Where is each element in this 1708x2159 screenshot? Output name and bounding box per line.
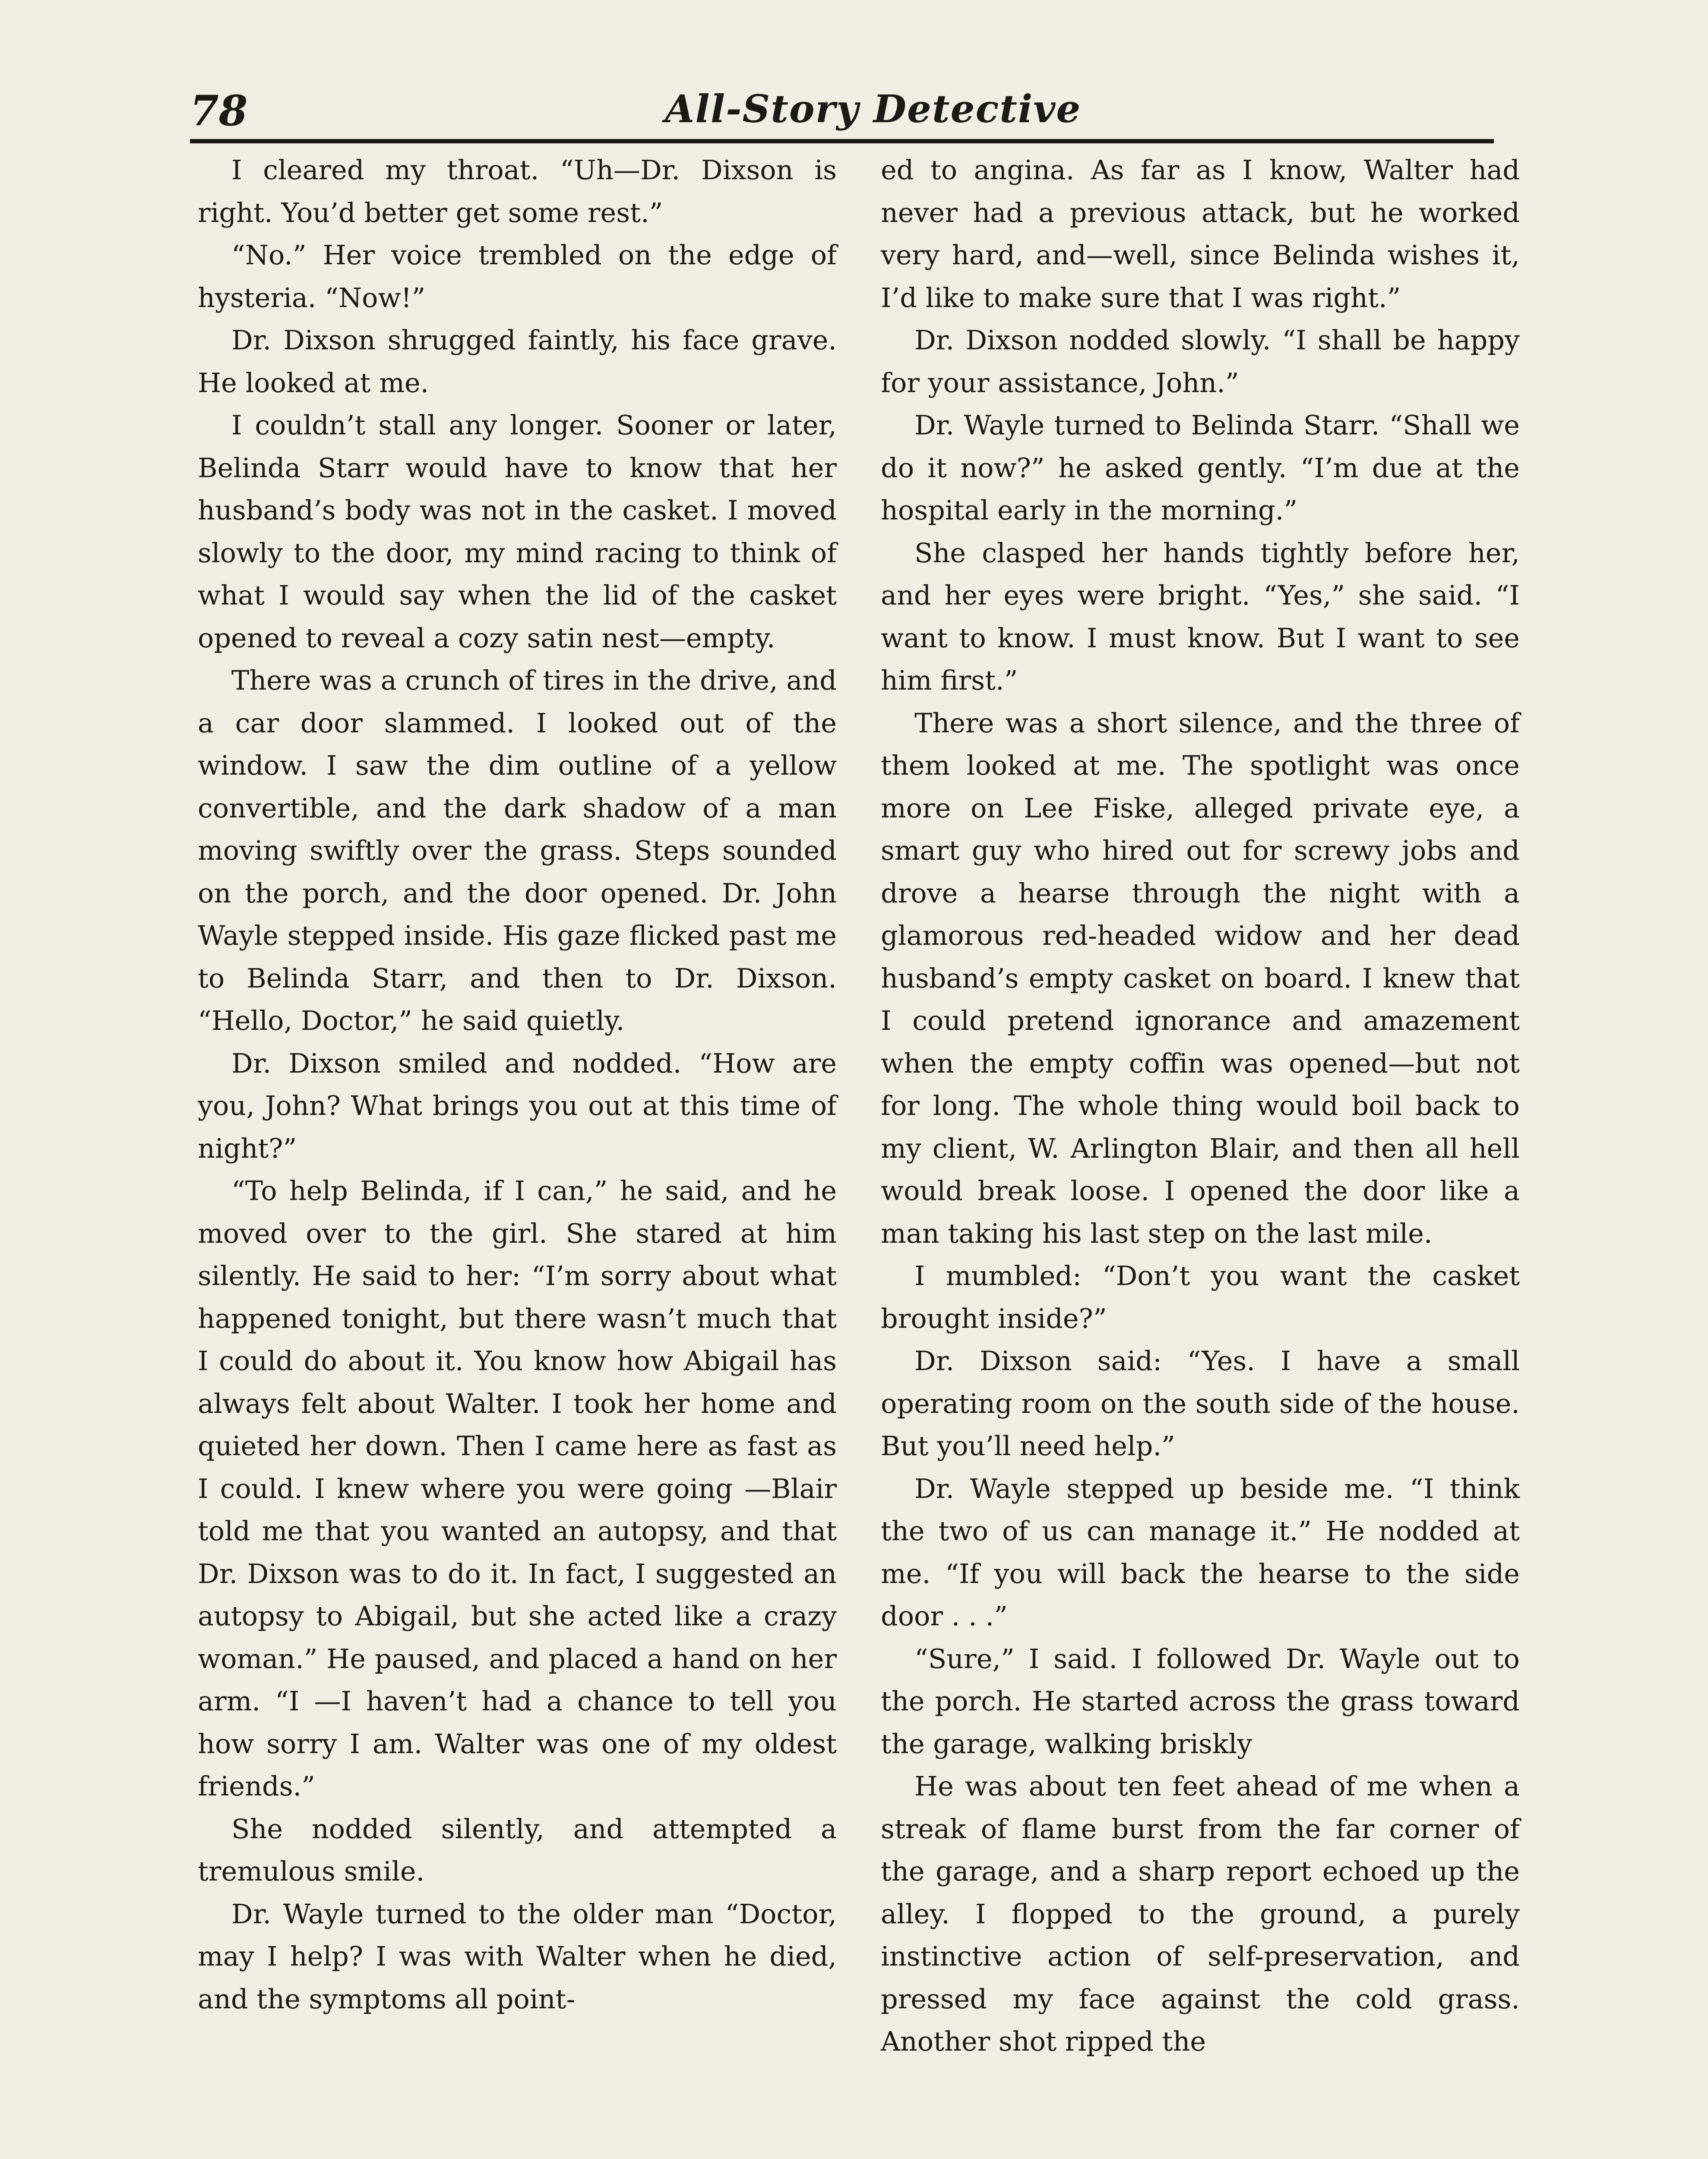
page-number: 78: [190, 86, 248, 135]
paragraph: I mumbled: “Don’t you want the casket brought inside?”: [881, 1260, 1520, 1334]
paragraph: I cleared my throat. “Uh—Dr. Dixson is right. You’d better get some rest.”: [198, 154, 837, 228]
paragraph: Dr. Dixson said: “Yes. I have a small operating room on the south side of the house. But you’ll need help.”: [881, 1345, 1520, 1462]
paragraph: He was about ten feet ahead of me when a streak of flame burst from the far corner of the garage, and a sharp report echoed up the alley. I flopped to the ground, a purely instinctive action of self-preservation, and pressed my face against the cold grass. Another shot ripped the: [881, 1770, 1520, 2057]
page-header: [190, 82, 1494, 147]
paragraph: There was a crunch of tires in the drive, and a car door slammed. I looked out of the window. I saw the dim outline of a yellow convertible, and the dark shadow of a man moving swiftly over the grass. Steps sounded on the porch, and the door opened. Dr. John Wayle stepped inside. His gaze flicked past me to Belinda Starr, and then to Dr. Dixson. “Hello, Doctor,” he said quietly.: [198, 665, 837, 1036]
paragraph: Dr. Dixson nodded slowly. “I shall be happy for your assistance, John.”: [881, 324, 1520, 399]
paragraph: She nodded silently, and attempted a tremulous smile.: [198, 1813, 837, 1887]
paragraph: There was a short silence, and the three of them looked at me. The spotlight was once more on Lee Fiske, alleged private eye, a smart guy who hired out for screwy jobs and drove a hearse through the night with a glamorous red-headed widow and her dead husband’s empty casket on board. I knew that I could pretend ignorance and amazement when the empty coffin was opened—but not for long. The whole thing would boil back to my client, W. Arlington Blair, and then all hell would break loose. I opened the door like a man taking his last step on the last mile.: [881, 707, 1520, 1249]
paragraph: She clasped her hands tightly before her, and her eyes were bright. “Yes,” she said. “I want to know. I must know. But I want to see him first.”: [881, 537, 1520, 696]
paragraph: Dr. Wayle turned to Belinda Starr. “Shall we do it now?” he asked gently. “I’m due at the hospital early in the morning.”: [881, 409, 1520, 526]
paragraph-continued: ed to angina. As far as I know, Walter had never had a previous attack, but he worked very hard, and—well, since Belinda wishes it, I’d like to make sure that I was right.”: [881, 154, 1520, 313]
header-rule: [190, 139, 1494, 143]
magazine-title: All-Story Detective: [665, 86, 1082, 131]
left-column: [198, 149, 837, 2020]
paragraph: “No.” Her voice trembled on the edge of hysteria. “Now!”: [198, 239, 837, 313]
paragraph: Dr. Dixson shrugged faintly, his face grave. He looked at me.: [198, 324, 837, 399]
paragraph: Dr. Wayle turned to the older man “Doctor, may I help? I was with Walter when he died, and the symptoms all point-: [198, 1898, 837, 2015]
paragraph: Dr. Wayle stepped up beside me. “I think the two of us can manage it.” He nodded at me. “If you will back the hearse to the side door . . .”: [881, 1472, 1520, 1632]
paragraph: I couldn’t stall any longer. Sooner or later, Belinda Starr would have to know that her husband’s body was not in the casket. I moved slowly to the door, my mind racing to think of what I would say when the lid of the casket opened to reveal a cozy satin nest—empty.: [198, 409, 837, 654]
paragraph: “To help Belinda, if I can,” he said, and he moved over to the girl. She stared at him silently. He said to her: “I’m sorry about what happened tonight, but there wasn’t much that I could do about it. You know how Abigail has always felt about Walter. I took her home and quieted her down. Then I came here as fast as I could. I knew where you were going —Blair told me that you wanted an autopsy, and that Dr. Dixson was to do it. In fact, I suggested an autopsy to Abigail, but she acted like a crazy woman.” He paused, and placed a hand on her arm. “I —I haven’t had a chance to tell you how sorry I am. Walter was one of my oldest friends.”: [198, 1175, 837, 1802]
right-column: [881, 149, 1520, 2063]
paragraph: “Sure,” I said. I followed Dr. Wayle out to the porch. He started across the grass toward the garage, walking briskly: [881, 1643, 1520, 1760]
paragraph: Dr. Dixson smiled and nodded. “How are you, John? What brings you out at this time of night?”: [198, 1047, 837, 1164]
